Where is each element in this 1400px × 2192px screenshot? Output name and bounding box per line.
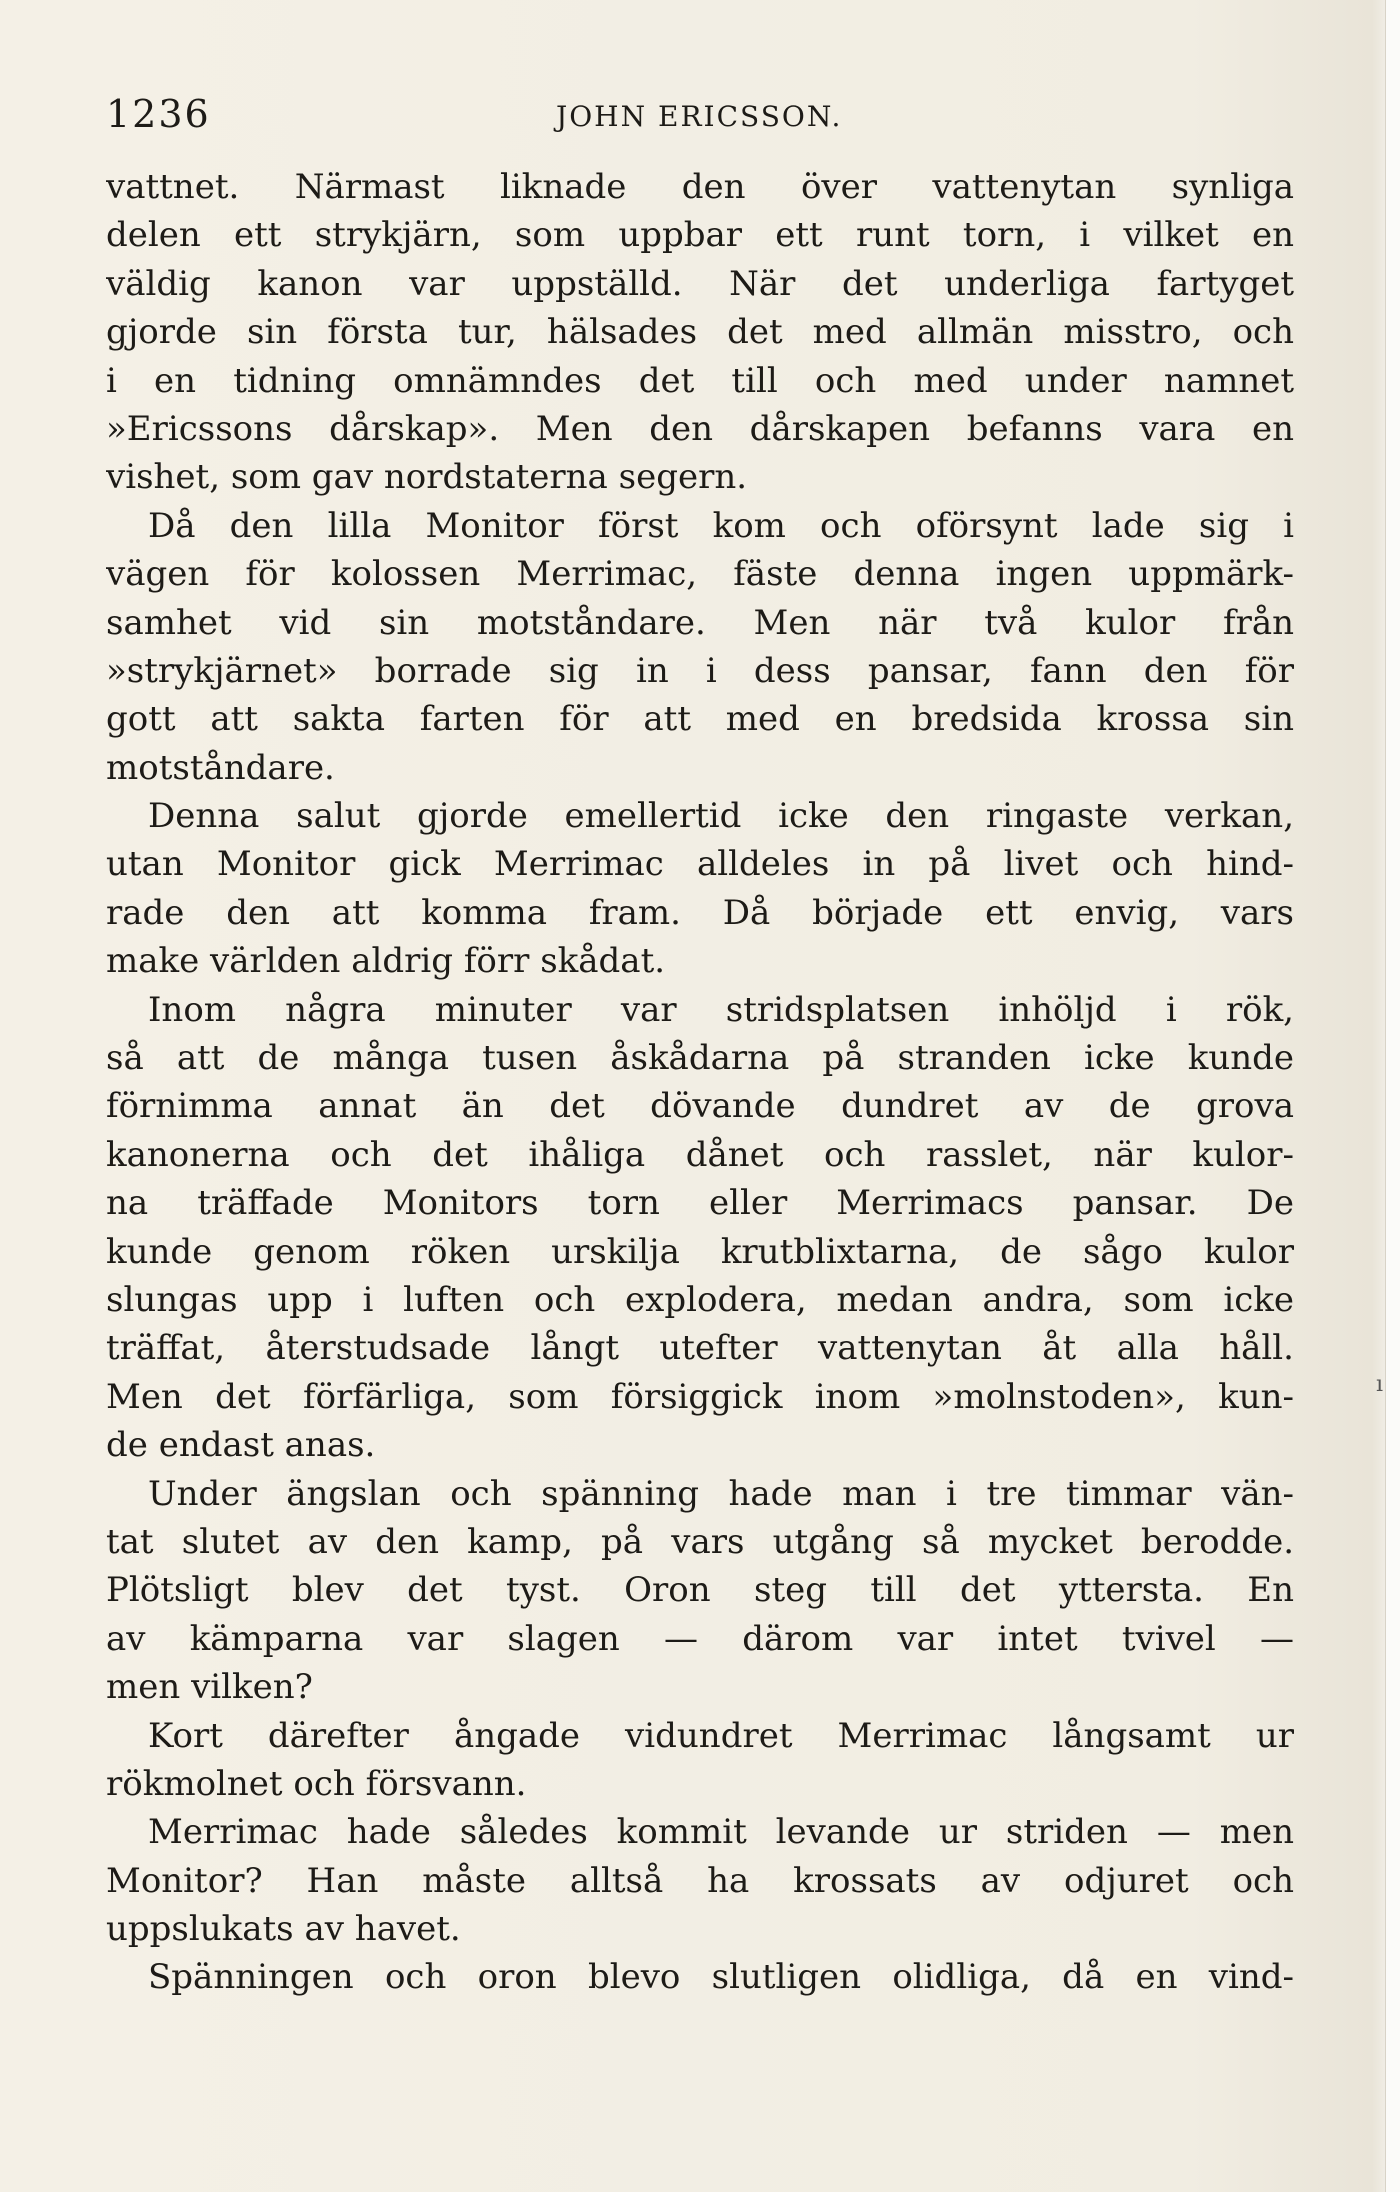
page-number: 1236 — [106, 92, 211, 136]
text-line: vägen för kolossen Merrimac, fäste denna ingen uppmärk- — [106, 554, 1294, 595]
text-line: förnimma annat än det dövande dundret av de grova — [106, 1086, 1294, 1127]
text-line: Spänningen och oron blevo slutligen olidliga, då en vind- — [148, 1957, 1294, 1998]
text-line: make världen aldrig förr skådat. — [106, 941, 666, 982]
text-line: gott att sakta farten för att med en bredsida krossa sin — [106, 699, 1294, 740]
text-line: rökmolnet och försvann. — [106, 1763, 527, 1804]
text-line: Under ängslan och spänning hade man i tre timmar vän- — [148, 1473, 1294, 1514]
text-line: tat slutet av den kamp, på vars utgång så mycket berodde. — [106, 1521, 1294, 1562]
text-line: kanonerna och det ihåliga dånet och rasslet, när kulor- — [106, 1134, 1294, 1175]
text-line: Merrimac hade således kommit levande ur striden — men — [148, 1812, 1294, 1853]
text-line: utan Monitor gick Merrimac alldeles in på livet och hind- — [106, 844, 1294, 885]
text-line: av kämparna var slagen — därom var intet tvivel — — [106, 1618, 1294, 1659]
text-line: Men det förfärliga, som försiggick inom »molnstoden», kun- — [106, 1376, 1294, 1417]
text-line: slungas upp i luften och explodera, medan andra, som icke — [106, 1279, 1294, 1320]
text-line: uppslukats av havet. — [106, 1909, 461, 1950]
text-line: vishet, som gav nordstaterna segern. — [106, 457, 748, 498]
running-head: JOHN ERICSSON. — [556, 100, 843, 133]
text-line: kunde genom röken urskilja krutblixtarna, de sågo kulor — [106, 1231, 1294, 1272]
text-line: Inom några minuter var stridsplatsen inhöljd i rök, — [148, 989, 1294, 1030]
text-line: Monitor? Han måste alltså ha krossats av odjuret och — [106, 1860, 1294, 1901]
text-line: Plötsligt blev det tyst. Oron steg till det yttersta. En — [106, 1570, 1294, 1611]
text-line: i en tidning omnämndes det till och med under namnet — [106, 360, 1294, 401]
text-line: rade den att komma fram. Då började ett envig, vars — [106, 892, 1294, 933]
text-line: vattnet. Närmast liknade den över vattenytan synliga — [106, 167, 1294, 207]
page-header — [106, 92, 1294, 142]
text-line: gjorde sin första tur, hälsades det med allmän misstro, och — [106, 312, 1294, 353]
page-edge — [1385, 0, 1400, 2192]
text-line: motståndare. — [106, 747, 335, 788]
text-line: Kort därefter ångade vidundret Merrimac långsamt ur — [148, 1715, 1294, 1756]
margin-mark: ı — [1376, 1372, 1384, 1397]
text-line: så att de många tusen åskådarna på stranden icke kunde — [106, 1038, 1294, 1079]
text-line: men vilken? — [106, 1667, 313, 1708]
text-line: Denna salut gjorde emellertid icke den ringaste verkan, — [148, 796, 1294, 837]
text-line: de endast anas. — [106, 1425, 376, 1466]
text-line: »strykjärnet» borrade sig in i dess pansar, fann den för — [106, 650, 1294, 691]
text-line: väldig kanon var uppställd. När det underliga fartyget — [106, 263, 1294, 304]
body-text — [106, 163, 1294, 2002]
text-line: delen ett strykjärn, som uppbar ett runt torn, i vilket en — [106, 215, 1294, 256]
text-line: na träffade Monitors torn eller Merrimacs pansar. De — [106, 1183, 1294, 1224]
text-line: samhet vid sin motståndare. Men när två kulor från — [106, 602, 1294, 643]
text-line: »Ericssons dårskap». Men den dårskapen befanns vara en — [106, 408, 1294, 449]
text-line: Då den lilla Monitor först kom och oförsynt lade sig i — [148, 505, 1294, 546]
text-line: träffat, återstudsade långt utefter vattenytan åt alla håll. — [106, 1328, 1294, 1369]
